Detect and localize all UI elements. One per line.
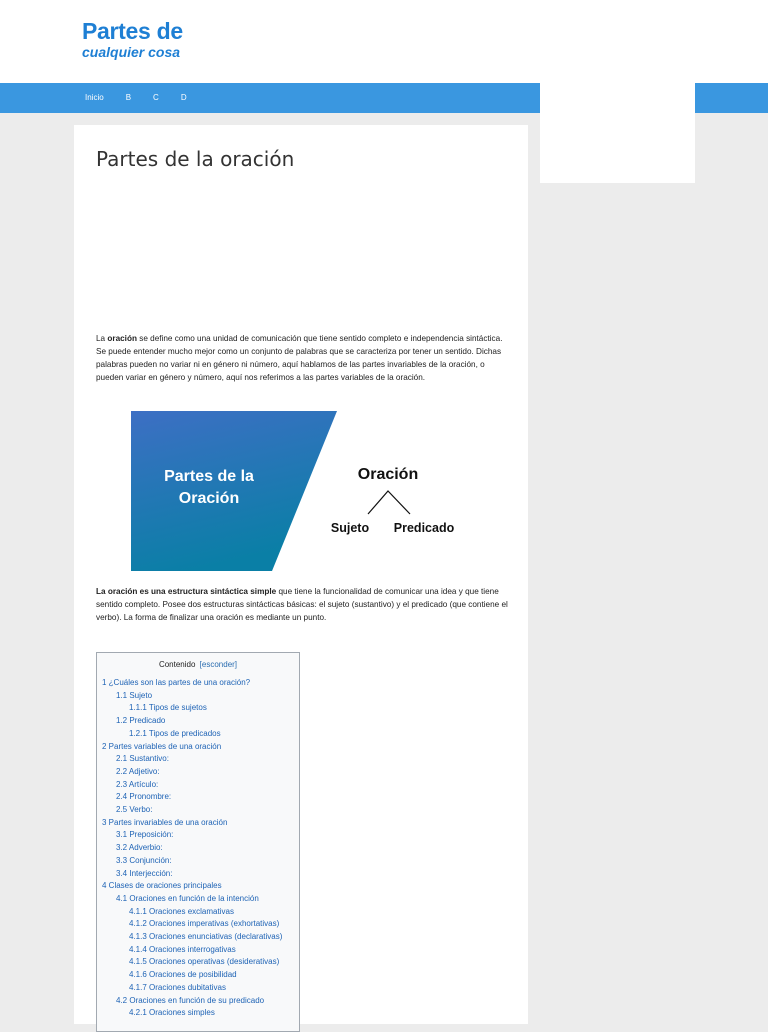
toc-item[interactable]: 1.1.1 Tipos de sujetos	[129, 703, 207, 713]
hero-left-line2: Oración	[178, 490, 240, 507]
toc-toggle-link[interactable]: [esconder]	[199, 660, 238, 669]
tree-root-label: Oración	[357, 466, 419, 483]
definition-bold: La oración es una estructura sintáctica simple	[96, 587, 277, 596]
toc-heading	[97, 660, 299, 669]
sidebar-widget	[540, 83, 695, 183]
table-of-contents	[96, 652, 300, 1032]
toc-item[interactable]: 2.4 Pronombre:	[116, 792, 172, 802]
toc-item[interactable]: 4.1.4 Oraciones interrogativas	[129, 944, 236, 954]
nav-item-b[interactable]: B	[125, 93, 132, 102]
logo-line2: cualquier cosa	[82, 44, 181, 60]
toc-item[interactable]: 1 ¿Cuáles son las partes de una oración?	[102, 678, 251, 687]
tree-right-label: Predicado	[393, 521, 455, 535]
nav-bar-right	[695, 83, 768, 113]
toc-item[interactable]: 2.5 Verbo:	[116, 805, 153, 815]
toc-item[interactable]: 2 Partes variables de una oración	[102, 741, 222, 751]
toc-item[interactable]: 1.2 Predicado	[116, 716, 166, 726]
toc-item[interactable]: 4.2.1 Oraciones simples	[129, 1008, 215, 1018]
page-title: Partes de la oración	[96, 147, 295, 171]
toc-item[interactable]: 4.1.2 Oraciones imperativas (exhortativas)	[129, 919, 280, 929]
toc-item[interactable]: 4.1.1 Oraciones exclamativas	[129, 906, 234, 916]
nav-item-inicio[interactable]: Inicio	[85, 93, 104, 102]
nav-menu	[85, 93, 209, 102]
toc-item[interactable]: 4.1.7 Oraciones dubitativas	[129, 982, 226, 992]
logo-line1: Partes de	[82, 18, 183, 44]
toc-item[interactable]: 2.3 Artículo:	[116, 779, 159, 789]
hero-left-line1: Partes de la	[164, 468, 254, 485]
tree-left-label: Sujeto	[330, 521, 370, 535]
toc-item[interactable]: 1.1 Sujeto	[116, 690, 153, 700]
toc-item[interactable]: 3.2 Adverbio:	[116, 843, 163, 853]
toc-item[interactable]: 4.1.6 Oraciones de posibilidad	[129, 970, 237, 980]
toc-item[interactable]: 1.2.1 Tipos de predicados	[129, 728, 221, 738]
toc-item[interactable]: 2.1 Sustantivo:	[116, 754, 169, 764]
toc-item[interactable]: 4 Clases de oraciones principales	[102, 881, 222, 891]
toc-list	[97, 677, 299, 1020]
site-header	[0, 0, 768, 83]
definition-paragraph	[96, 585, 508, 624]
intro-paragraph	[96, 332, 508, 384]
toc-item[interactable]: 4.1.3 Oraciones enunciativas (declarativas)	[129, 932, 283, 942]
main-nav	[0, 83, 540, 113]
toc-item[interactable]: 3.1 Preposición:	[116, 830, 174, 840]
article-content	[74, 125, 528, 1024]
intro-bold: oración	[107, 334, 137, 343]
toc-item[interactable]: 4.1 Oraciones en función de la intención	[116, 893, 259, 903]
toc-item[interactable]: 3.4 Interjección:	[116, 868, 173, 878]
toc-title: Contenido	[158, 660, 196, 669]
toc-item[interactable]: 2.2 Adjetivo:	[116, 766, 160, 776]
nav-item-c[interactable]: C	[153, 93, 159, 102]
toc-item[interactable]: 4.1.5 Oraciones operativas (desiderativas)	[129, 957, 280, 967]
intro-before: La	[96, 334, 108, 343]
definition-after: que tiene la funcionalidad de comunicar una idea y que tiene sentido completo. Posee dos estructuras sintácticas básicas: el sujeto (sustantivo) y el predicado (que contiene el verbo). La forma de finalizar una oración es mediante un punto.	[96, 587, 508, 622]
site-logo[interactable]	[82, 20, 183, 59]
toc-item[interactable]: 4.2 Oraciones en función de su predicado	[116, 995, 265, 1005]
toc-item[interactable]: 3 Partes invariables de una oración	[102, 817, 228, 827]
hero-image	[131, 411, 471, 571]
toc-item[interactable]: 3.3 Conjunción:	[116, 855, 172, 865]
nav-item-d[interactable]: D	[180, 93, 187, 102]
intro-after: se define como una unidad de comunicación que tiene sentido completo e independencia sintáctica. Se puede entender mucho mejor como un conjunto de palabras que se caracteriza por tener un sentido. Dichas palabras pueden no variar ni en género ni número, aquí hablamos de las partes invariables de la oración, o pueden variar en género y número, aquí nos referimos a las partes variables de la oración.	[96, 334, 503, 382]
